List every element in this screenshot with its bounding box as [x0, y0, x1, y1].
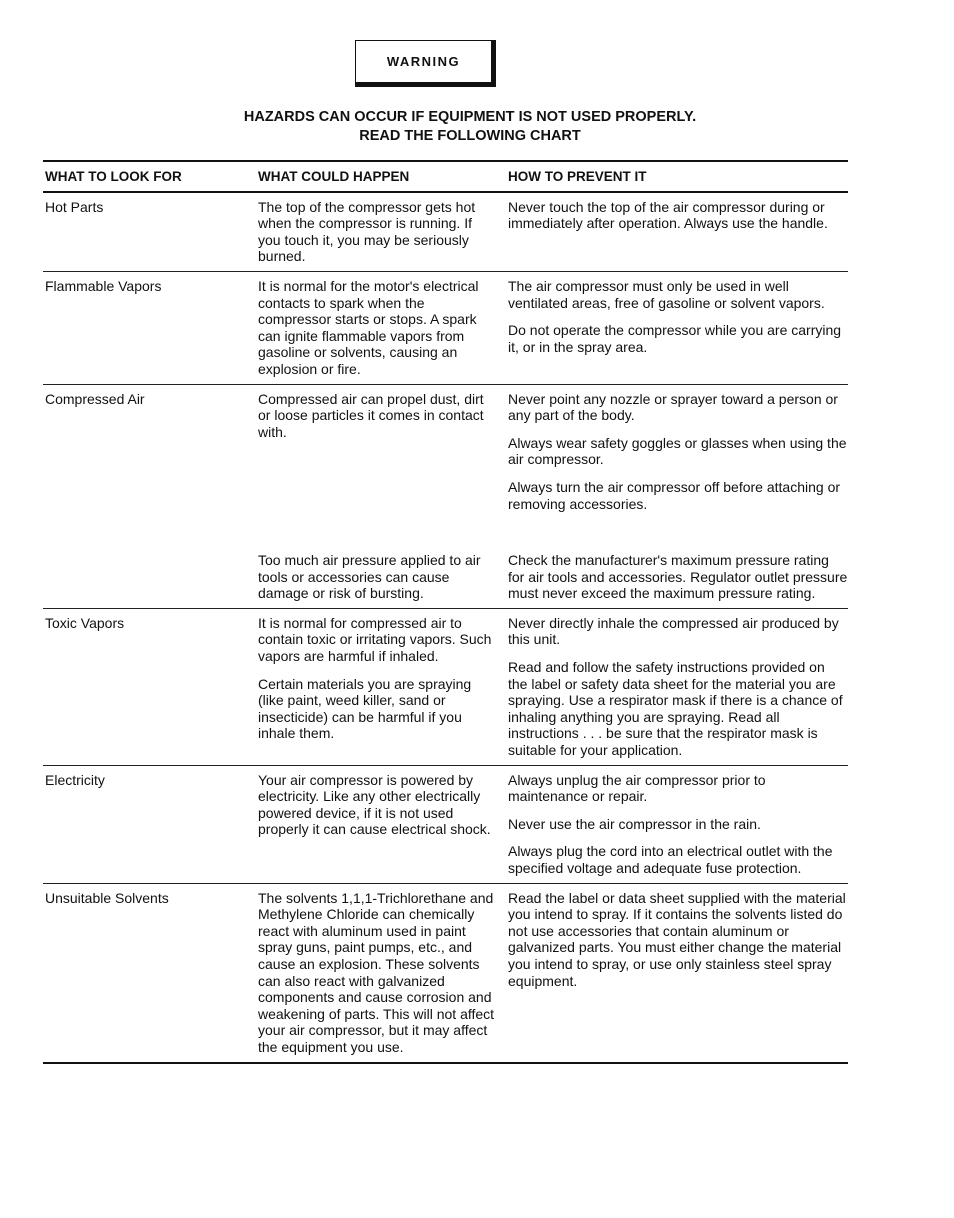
column-header-prevent: HOW TO PREVENT IT: [508, 169, 647, 184]
consequence-text: Compressed air can propel dust, dirt or loose particles it comes in contact with.: [258, 390, 484, 440]
consequence-text: It is normal for compressed air to contain toxic or irritating vapors. Such vapors are harmful if inhaled.: [258, 614, 492, 665]
table-row: [43, 546, 848, 608]
hazard-table: [43, 160, 848, 1064]
hazard-prevention: [508, 615, 848, 759]
hazard-prevention: [508, 552, 848, 602]
hazard-name: Unsuitable Solvents: [45, 889, 169, 906]
prevention-text: Never touch the top of the air compressor during or immediately after operation. Always use the handle.: [508, 198, 828, 232]
table-row: [43, 193, 848, 271]
table-row: [43, 272, 848, 384]
hazard-name: Flammable Vapors: [45, 277, 162, 294]
table-row: [43, 766, 848, 883]
hazard-name: Electricity: [45, 771, 105, 788]
consequence-text: Certain materials you are spraying (like paint, weed killer, sand or insecticide) can be harmful if you inhale them.: [258, 675, 472, 742]
prevention-text: Always unplug the air compressor prior to maintenance or repair.: [508, 771, 766, 805]
hazard-prevention: [508, 391, 848, 513]
hazard-consequence: [258, 890, 508, 1056]
prevention-text: Always wear safety goggles or glasses when using the air compressor.: [508, 434, 847, 468]
table-row: [43, 385, 848, 519]
header-line-2: READ THE FOLLOWING CHART: [359, 128, 581, 144]
warning-label: WARNING: [355, 40, 496, 87]
prevention-text: Never point any nozzle or sprayer toward a person or any part of the body.: [508, 390, 838, 424]
chart-header: [150, 108, 790, 146]
table-row: [43, 609, 848, 765]
prevention-text: Read and follow the safety instructions provided on the label or safety data sheet for the material you are spraying. Use a respirator mask if there is a chance of inhaling anything you are spraying. Read all instructions . . . be sure that the respirator mask is suitable for your application.: [508, 659, 843, 759]
prevention-text: Do not operate the compressor while you are carrying it, or in the spray area.: [508, 322, 842, 355]
hazard-consequence: [258, 278, 508, 378]
hazard-consequence: [258, 199, 508, 265]
hazard-prevention: [508, 278, 848, 378]
prevention-text: Always turn the air compressor off before attaching or removing accessories.: [508, 478, 841, 512]
hazard-consequence: [258, 772, 508, 877]
column-header-look: WHAT TO LOOK FOR: [45, 169, 182, 184]
consequence-text: The solvents 1,1,1-Trichlorethane and Methylene Chloride can chemically react with aluminum used in paint spray guns, paint pumps, etc., and cause an explosion. These solvents can also react with galvanized components and cause corrosion and weakening of parts. This will not affect your air compressor, but it may affect the equipment you use.: [258, 889, 495, 1055]
prevention-text: Check the manufacturer's maximum pressure rating for air tools and accessories. Regulator outlet pressure must never exceed the maximum pressure rating.: [508, 552, 848, 602]
table-row: [43, 884, 848, 1062]
hazard-name: Hot Parts: [45, 198, 104, 215]
consequence-text: The top of the compressor gets hot when the compressor is running. If you touch it, you may be seriously burned.: [258, 198, 476, 265]
column-header-happen: WHAT COULD HAPPEN: [258, 169, 410, 184]
hazard-prevention: [508, 890, 848, 1056]
consequence-text: It is normal for the motor's electrical contacts to spark when the compressor starts or stops. A spark can ignite flammable vapors from gasoline or solvents, causing an explosion or fire.: [258, 277, 479, 377]
hazard-prevention: [508, 772, 848, 877]
hazard-name: Compressed Air: [45, 390, 145, 407]
hazard-consequence: [258, 391, 508, 513]
prevention-text: Never directly inhale the compressed air produced by this unit.: [508, 614, 839, 648]
prevention-text: Never use the air compressor in the rain.: [508, 815, 761, 832]
table-bottom-rule: [43, 1062, 848, 1064]
table-header-row: [43, 162, 848, 191]
prevention-text: Read the label or data sheet supplied with the material you intend to spray. If it contains the solvents listed do not use accessories that contain aluminum or galvanized parts. You must either change the material you intend to spray, or use only stainless steel spray equipment.: [508, 889, 846, 989]
consequence-text: Your air compressor is powered by electricity. Like any other electrically powered device, if it is not used properly it can cause electrical shock.: [258, 771, 491, 838]
hazard-name-empty: [43, 552, 258, 602]
hazard-consequence: [258, 615, 508, 759]
hazard-prevention: [508, 199, 848, 265]
prevention-text: The air compressor must only be used in well ventilated areas, free of gasoline or solvent vapors.: [508, 277, 825, 311]
hazard-consequence: [258, 552, 508, 602]
row-spacer: [43, 518, 848, 546]
hazard-name: Toxic Vapors: [45, 614, 125, 631]
prevention-text: Always plug the cord into an electrical outlet with the specified voltage and adequate fuse protection.: [508, 843, 833, 876]
header-line-1: HAZARDS CAN OCCUR IF EQUIPMENT IS NOT USED PROPERLY.: [243, 109, 697, 125]
consequence-text: Too much air pressure applied to air tools or accessories can cause damage or risk of bursting.: [258, 552, 481, 602]
